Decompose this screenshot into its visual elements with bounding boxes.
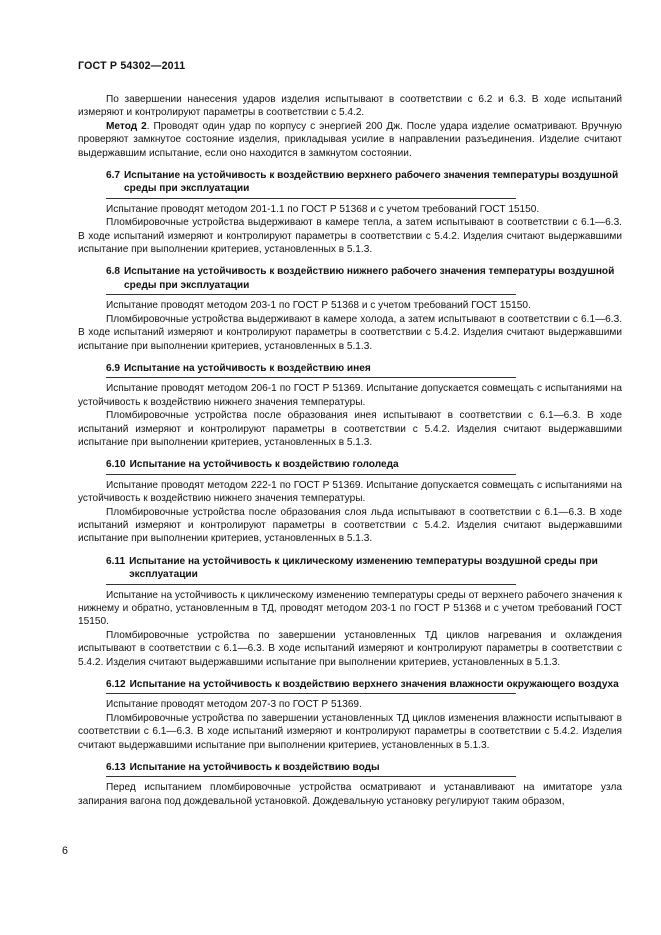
section-number: 6.8 <box>106 266 121 278</box>
section-paragraph: Пломбировочные устройства после образования слоя льда испытывают в соответствии с 6.1—6.3. В ходе испытаний измеряют и контролируют параметры в соответствии с 5.4.2. Изделия считают выдержавшими испытание при выполнении критериев, установленных в 5.1.3. <box>78 506 622 545</box>
section-paragraph: Испытание на устойчивость к циклическому изменению температуры среды от верхнего рабочего значения к нижнему и обратно, установленным в ТД, проводят методом 203-1 по ГОСТ Р 51368 и с учетом требований ГОСТ 15150. <box>78 589 622 628</box>
section-heading <box>78 761 622 774</box>
section-title: Испытание на устойчивость к воздействию верхнего рабочего значения температуры воздушной среды при эксплуатации <box>124 170 619 195</box>
section-title: Испытание на устойчивость к воздействию воды <box>129 762 380 774</box>
section-paragraph: Пломбировочные устройства выдерживают в камере холода, а затем испытывают в соответствии с 6.1—6.3. В ходе испытаний измеряют и контролируют параметры в соответствии с 5.4.2. Изделия считают выдержавшими испытание при выполнении критериев, установленных в 5.1.3. <box>78 313 622 352</box>
section-6-11 <box>78 555 622 669</box>
heading-divider <box>106 776 516 777</box>
section-paragraph: Испытание проводят методом 206-1 по ГОСТ Р 51369. Испытание допускается совмещать с испытаниями на устойчивость к воздействию нижнего значения температуры. <box>78 383 622 408</box>
section-title: Испытание на устойчивость к воздействию инея <box>124 362 371 374</box>
method-text: . Проводят один удар по корпусу с энергией 200 Дж. После удара изделие осматривают. Вручную проверяют замкнутое состояние изделия, прикладывая усилие в направлении разъединения. Изделие считают выдержавшим испытание, если оно находится в замкнутом состоянии. <box>78 120 623 159</box>
document-body <box>78 93 622 808</box>
section-paragraph: Испытание проводят методом 207-3 по ГОСТ Р 51369. <box>106 699 362 711</box>
section-title: Испытание на устойчивость к циклическому изменению температуры воздушной среды при эксплуатации <box>129 555 598 581</box>
section-number: 6.12 <box>106 679 126 691</box>
method-2-paragraph <box>78 120 622 160</box>
section-paragraph: Перед испытанием пломбировочные устройства осматривают и устанавливают на имитаторе узла запирания вагона под дождевальной установкой. Дождевальную установку регулируют таким образом, <box>78 782 622 807</box>
section-paragraph: Испытание проводят методом 203-1 по ГОСТ Р 51368 и с учетом требований ГОСТ 15150. <box>106 300 531 312</box>
sections-container <box>78 169 622 808</box>
heading-divider <box>106 584 516 585</box>
section-6-10 <box>78 458 622 545</box>
section-6-12 <box>78 678 622 752</box>
section-paragraph: Испытание проводят методом 222-1 по ГОСТ Р 51369. Испытание допускается совмещать с испытаниями на устойчивость к воздействию нижнего значения температуры. <box>78 479 622 505</box>
section-6-8 <box>78 265 622 352</box>
section-paragraph: Испытание проводят методом 201-1.1 по ГОСТ Р 51368 и с учетом требований ГОСТ 15150. <box>106 203 540 215</box>
section-6-7 <box>78 169 622 256</box>
document-code-header: ГОСТ Р 54302—2011 <box>78 60 186 72</box>
heading-divider <box>106 474 516 475</box>
section-number: 6.7 <box>106 170 121 182</box>
section-heading <box>78 458 622 471</box>
section-title: Испытание на устойчивость к воздействию гололеда <box>129 459 399 471</box>
section-number: 6.13 <box>106 762 126 774</box>
heading-divider <box>106 693 516 694</box>
section-paragraph: Пломбировочные устройства по завершении установленных ТД циклов изменения влажности испытывают в соответствии с 6.1—6.3. В ходе испытаний измеряют и контролируют параметры в соответствии с 5.4.2. Изделия считают выдержавшими испытание при выполнении критериев, установленных в 5.1.3. <box>78 712 622 751</box>
heading-divider <box>106 294 516 295</box>
section-heading <box>78 362 622 375</box>
heading-divider <box>106 198 516 199</box>
section-6-13 <box>78 761 622 808</box>
section-number: 6.10 <box>106 459 126 471</box>
section-paragraph: Пломбировочные устройства после образования инея испытывают в соответствии с 6.1—6.3. В ходе испытаний измеряют и контролируют параметры в соответствии с 5.4.2. Изделия считают выдержавшими испытание при выполнении критериев, установленных в 5.1.3. <box>78 410 622 448</box>
section-heading <box>78 169 622 196</box>
section-heading <box>78 265 622 292</box>
section-6-9 <box>78 362 622 449</box>
intro-paragraph: По завершении нанесения ударов изделия испытывают в соответствии с 6.2 и 6.3. В ходе испытаний измеряют и контролируют параметры в соответствии с 5.4.2. <box>78 94 622 119</box>
section-title: Испытание на устойчивость к воздействию нижнего рабочего значения температуры воздушной среды при эксплуатации <box>124 266 615 291</box>
page-number: 6 <box>62 845 68 857</box>
section-number: 6.11 <box>106 555 126 567</box>
section-number: 6.9 <box>106 362 121 374</box>
section-title: Испытание на устойчивость к воздействию верхнего значения влажности окружающего воздуха <box>129 679 619 691</box>
section-heading <box>78 555 622 582</box>
section-paragraph: Пломбировочные устройства выдерживают в камере тепла, а затем испытывают в соответствии с 6.1—6.3. В ходе испытаний измеряют и контролируют параметры в соответствии с 5.4.2. Изделия считают выдержавшими испытание при выполнении критериев, установленных в 5.1.3. <box>78 217 622 256</box>
heading-divider <box>106 377 516 378</box>
section-heading <box>78 678 622 691</box>
section-paragraph: Пломбировочные устройства по завершении установленных ТД циклов нагревания и охлаждения испытывают в соответствии с 6.1—6.3. В ходе испытаний измеряют и контролируют параметры в соответствии с 5.4.2. Изделия считают выдержавшими испытание при выполнении критериев, установленных в 5.1.3. <box>78 629 622 668</box>
method-label: Метод 2 <box>106 120 147 132</box>
